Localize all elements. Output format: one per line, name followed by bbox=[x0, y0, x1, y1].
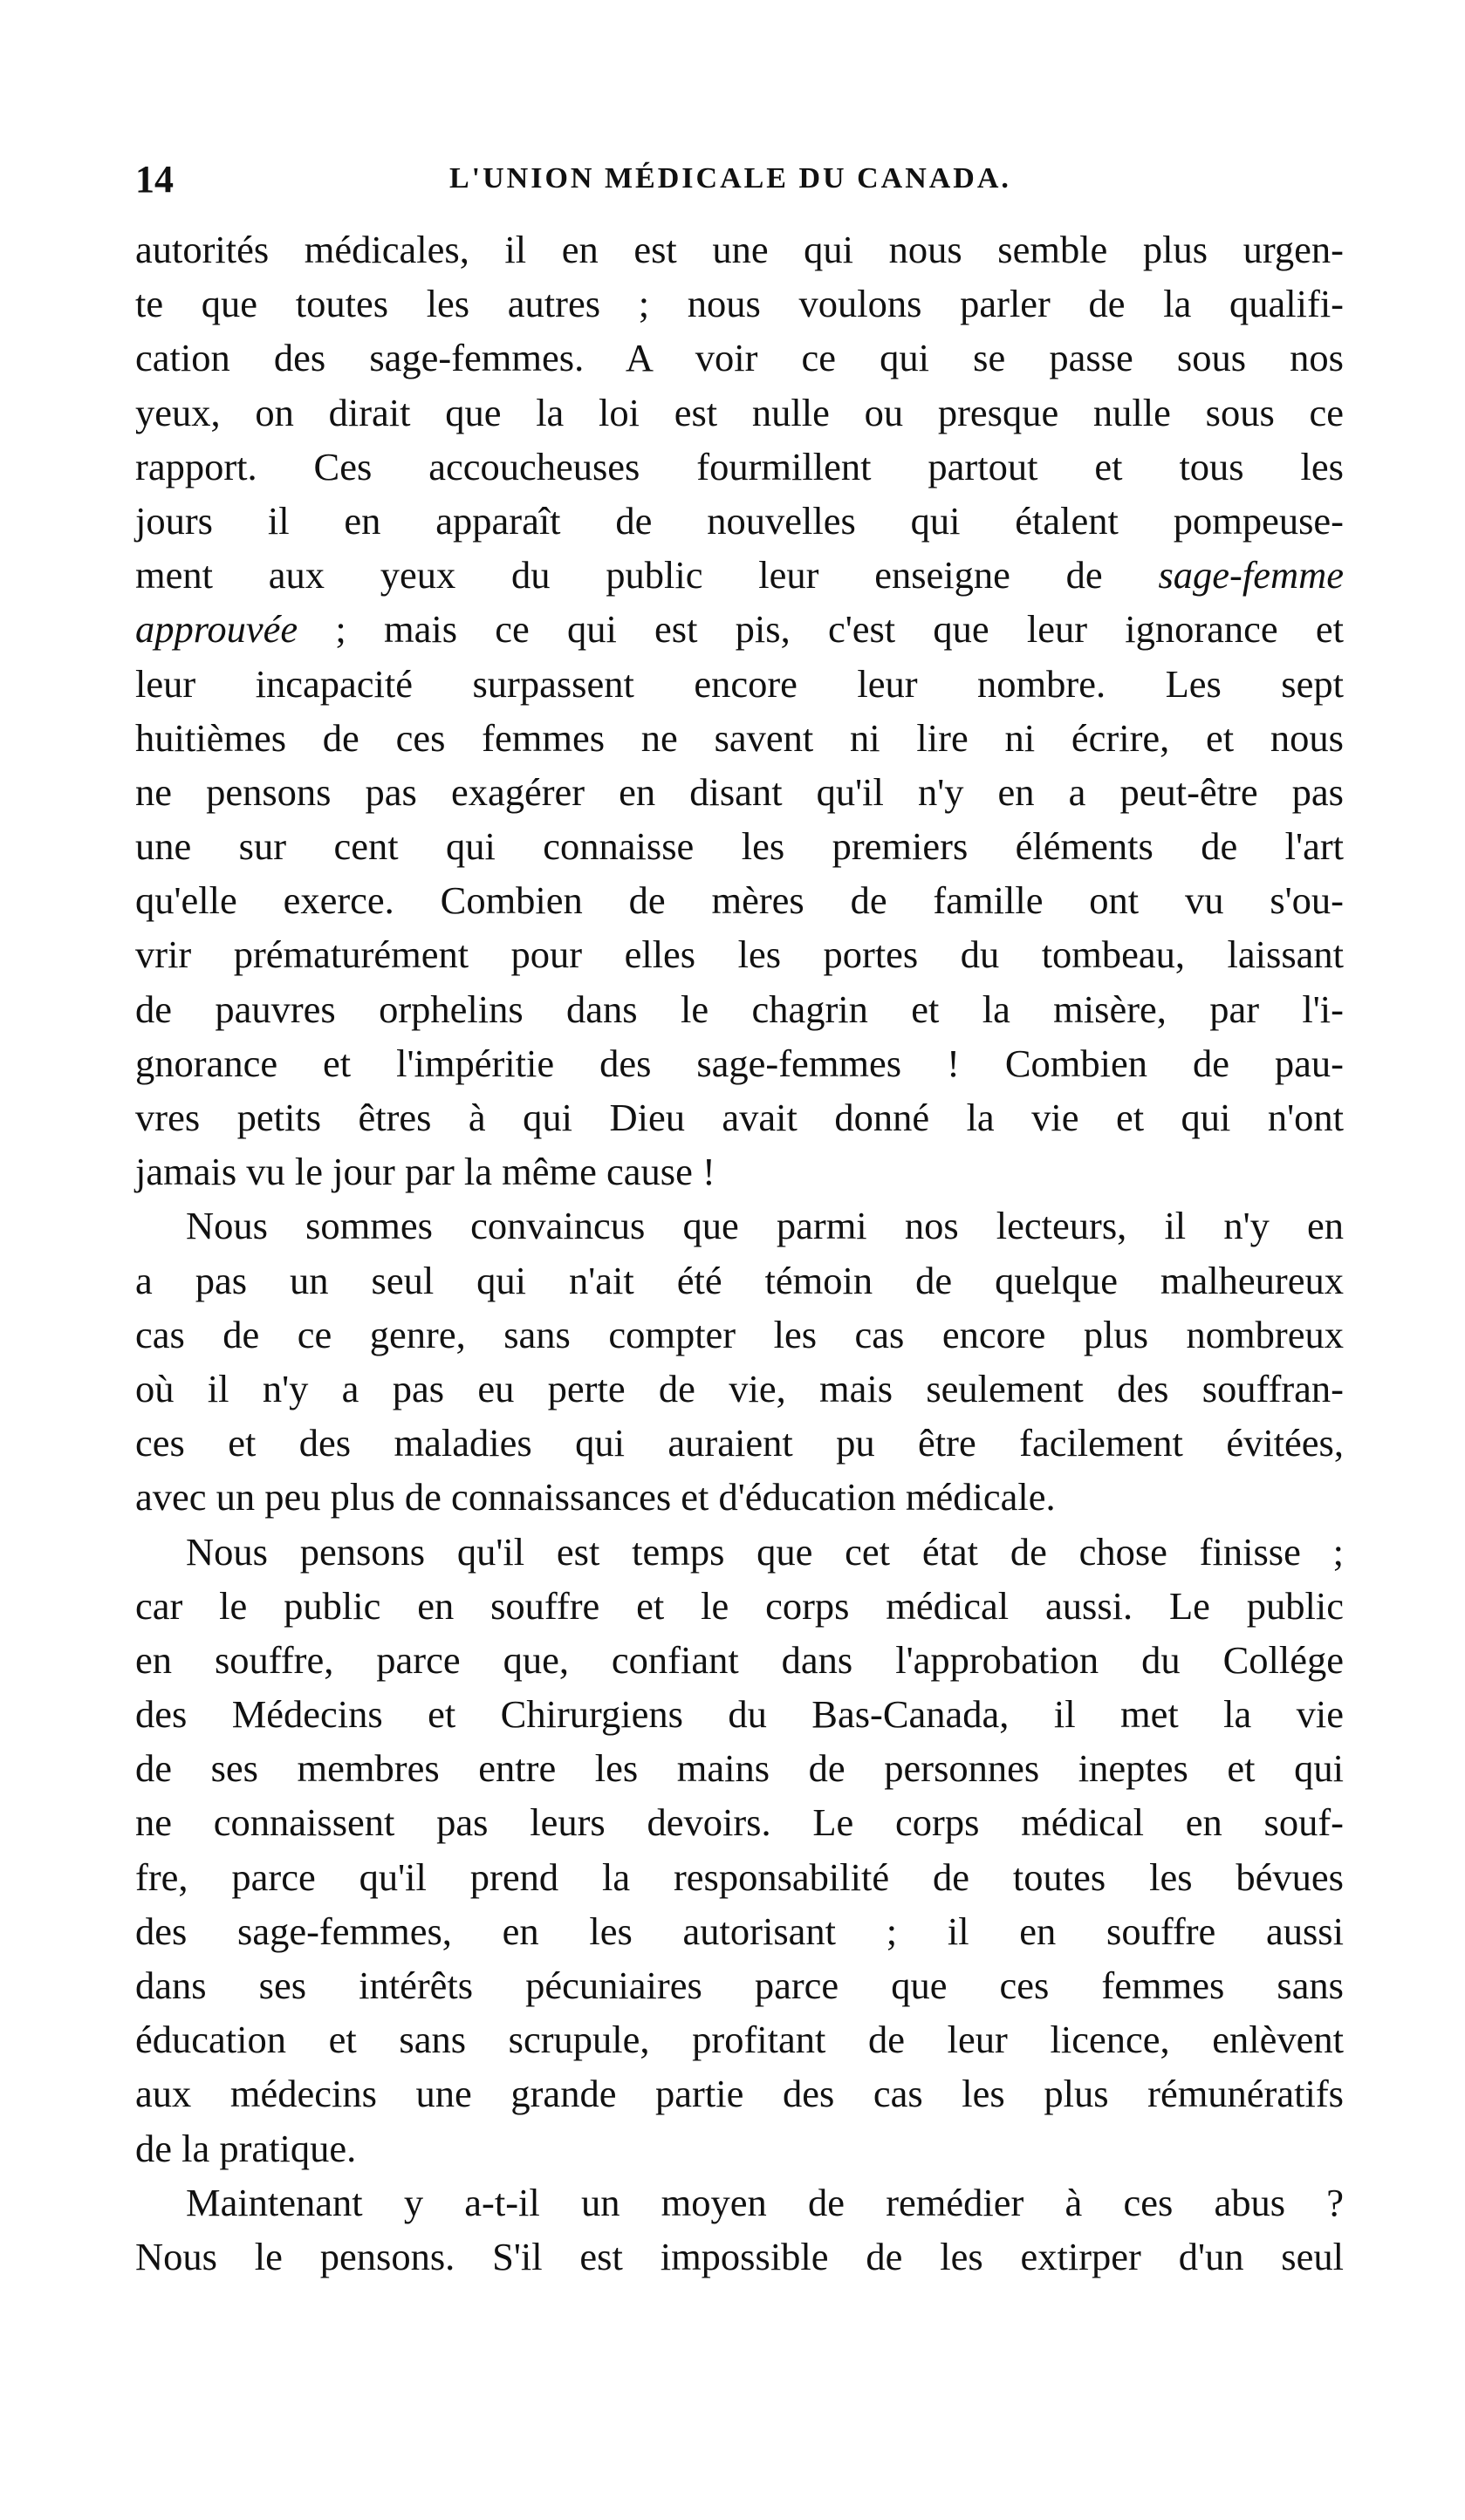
text-line: leur incapacité surpassent encore leur nombre. Les sept bbox=[135, 661, 1344, 706]
text-line: cation des sage-femmes. A voir ce qui se passe sous nos bbox=[135, 336, 1344, 380]
text-line: yeux, on dirait que la loi est nulle ou presque nulle sous ce bbox=[135, 390, 1344, 434]
text-line: vres petits êtres à qui Dieu avait donné la vie et qui n'ont bbox=[135, 1096, 1344, 1139]
text-line: huitièmes de ces femmes ne savent ni lire ni écrire, et nous bbox=[135, 715, 1344, 760]
text-line: vrir prématurément pour elles les portes du tombeau, laissant bbox=[135, 932, 1344, 977]
text-line: te que toutes les autres ; nous voulons parler de la qualifi- bbox=[135, 282, 1344, 326]
text-line bbox=[135, 602, 1344, 656]
text-line: fre, parce qu'il prend la responsabilité de toutes les bévues bbox=[135, 1854, 1344, 1899]
paragraph bbox=[135, 1525, 1344, 2175]
text-line: car le public en souffre et le corps médical aussi. Le public bbox=[135, 1583, 1344, 1628]
text-line: avec un peu plus de connaissances et d'éducation médicale. bbox=[135, 1475, 1056, 1520]
paragraph bbox=[135, 222, 1344, 1199]
text-line: dans ses intérêts pécuniaires parce que ces femmes sans bbox=[135, 1963, 1344, 2007]
text-line: jours il en apparaît de nouvelles qui étalent pompeuse- bbox=[135, 498, 1344, 543]
paragraph bbox=[135, 2175, 1344, 2284]
text-line: de ses membres entre les mains de personnes ineptes et qui bbox=[135, 1746, 1344, 1791]
text-line: jamais vu le jour par la même cause ! bbox=[135, 1150, 715, 1194]
text-segment: ; mais ce qui est pis, c'est que leur ignorance et bbox=[298, 607, 1344, 652]
text-line: où il n'y a pas eu perte de vie, mais seulement des souffran- bbox=[135, 1366, 1344, 1410]
text-line: éducation et sans scrupule, profitant de leur licence, enlèvent bbox=[135, 2018, 1344, 2062]
text-line: Nous sommes convaincus que parmi nos lecteurs, il n'y en bbox=[186, 1204, 1344, 1248]
text-line: Nous pensons qu'il est temps que cet état de chose finisse ; bbox=[186, 1529, 1344, 1574]
text-line: Maintenant y a-t-il un moyen de remédier à ces abus ? bbox=[186, 2180, 1344, 2224]
text-line: autorités médicales, il en est une qui nous semble plus urgen- bbox=[135, 228, 1344, 271]
paragraph bbox=[135, 1199, 1344, 1524]
journal-title: L'UNION MÉDICALE DU CANADA. bbox=[449, 162, 1011, 195]
text-line: a pas un seul qui n'ait été témoin de quelque malheureux bbox=[135, 1258, 1344, 1302]
text-line: de pauvres orphelins dans le chagrin et la misère, par l'i- bbox=[135, 987, 1344, 1031]
text-line: ne pensons pas exagérer en disant qu'il n'y en a peut-être pas bbox=[135, 769, 1344, 814]
text-line: ces et des maladies qui auraient pu être facilement évitées, bbox=[135, 1421, 1344, 1465]
body-text bbox=[135, 222, 1344, 2284]
text-line: qu'elle exerce. Combien de mères de famille ont vu s'ou- bbox=[135, 878, 1344, 923]
text-line bbox=[135, 548, 1344, 602]
text-line: rapport. Ces accoucheuses fourmillent partout et tous les bbox=[135, 444, 1344, 488]
page-number: 14 bbox=[135, 158, 174, 201]
italic-term: approuvée bbox=[135, 607, 298, 652]
text-line: en souffre, parce que, confiant dans l'approbation du Collége bbox=[135, 1637, 1344, 1682]
italic-term: sage-femme bbox=[1158, 553, 1344, 598]
text-segment: ment aux yeux du public leur enseigne de bbox=[135, 553, 1159, 598]
text-line: des Médecins et Chirurgiens du Bas-Canada, il met la vie bbox=[135, 1692, 1344, 1737]
text-line: de la pratique. bbox=[135, 2126, 357, 2170]
text-line: gnorance et l'impéritie des sage-femmes ! Combien de pau- bbox=[135, 1041, 1344, 1085]
text-line: une sur cent qui connaisse les premiers éléments de l'art bbox=[135, 824, 1344, 869]
text-line: ne connaissent pas leurs devoirs. Le corps médical en souf- bbox=[135, 1800, 1344, 1845]
text-line: Nous le pensons. S'il est impossible de les extirper d'un seul bbox=[135, 2234, 1344, 2278]
running-head bbox=[135, 157, 1344, 209]
text-line: cas de ce genre, sans compter les cas encore plus nombreux bbox=[135, 1312, 1344, 1356]
text-line: des sage-femmes, en les autorisant ; il en souffre aussi bbox=[135, 1909, 1344, 1953]
text-line: aux médecins une grande partie des cas les plus rémunératifs bbox=[135, 2072, 1344, 2116]
